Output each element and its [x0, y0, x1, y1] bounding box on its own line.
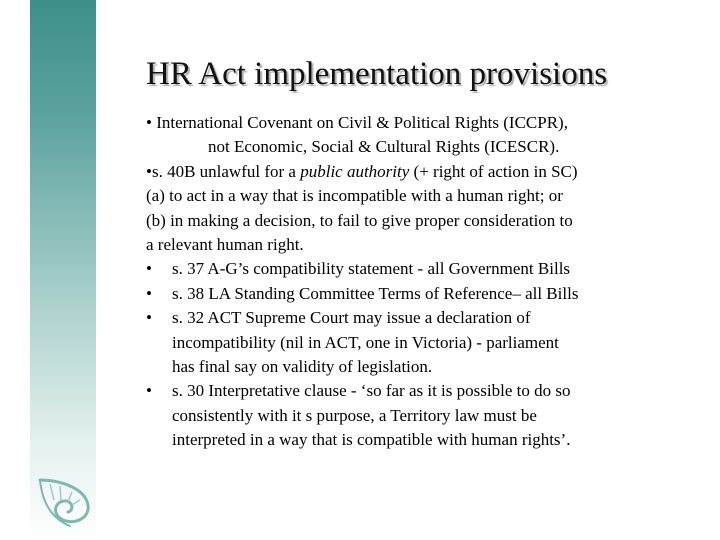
bullet-marker: •	[146, 308, 152, 328]
slide-title: HR Act implementation provisions	[146, 56, 608, 92]
decorative-side-band	[30, 0, 96, 540]
intro-line-5: (b) in making a decision, to fail to give proper consideration to	[146, 210, 573, 230]
bullet-text: s. 30 Interpretative clause - ‘so far as it is possible to do so	[172, 381, 571, 401]
intro-line-4: (a) to act in a way that is incompatible with a human right; or	[146, 186, 563, 206]
bullet-continuation: incompatibility (nil in ACT, one in Victoria) - parliament	[172, 332, 559, 352]
bullet-text: s. 32 ACT Supreme Court may issue a declaration of	[172, 308, 531, 328]
bullet-text: s. 38 LA Standing Committee Terms of Reference– all Bills	[172, 283, 579, 303]
bullet-continuation: consistently with it s purpose, a Territory law must be	[172, 405, 537, 425]
bullet-marker: •	[146, 381, 152, 401]
bullet-marker: •	[146, 259, 152, 279]
bullet-continuation: interpreted in a way that is compatible with human rights’.	[172, 430, 571, 450]
bullet-item-s30	[146, 379, 666, 403]
public-authority-emphasis: public authority	[300, 161, 410, 181]
intro-line-2: not Economic, Social & Cultural Rights (ICESCR).	[208, 137, 560, 157]
intro-line-3	[146, 160, 666, 184]
bullet-marker: •	[146, 283, 152, 303]
bullet-continuation: has final say on validity of legislation.	[172, 357, 433, 377]
bullet-text: s. 37 A-G’s compatibility statement - all Government Bills	[172, 259, 571, 279]
bullet-item-s32	[146, 306, 666, 330]
intro-line-1: • International Covenant on Civil & Political Rights (ICCPR),	[146, 113, 568, 132]
bullet-item-s38	[146, 282, 666, 306]
bullet-item-s37	[146, 257, 666, 281]
slide-body	[146, 111, 666, 453]
intro-line-3-end: (+ right of action in SC)	[409, 161, 578, 181]
nautilus-shell-icon	[30, 470, 100, 530]
intro-line-6: a relevant human right.	[146, 235, 304, 255]
intro-line-3-start: •s. 40B unlawful for a	[146, 161, 301, 181]
